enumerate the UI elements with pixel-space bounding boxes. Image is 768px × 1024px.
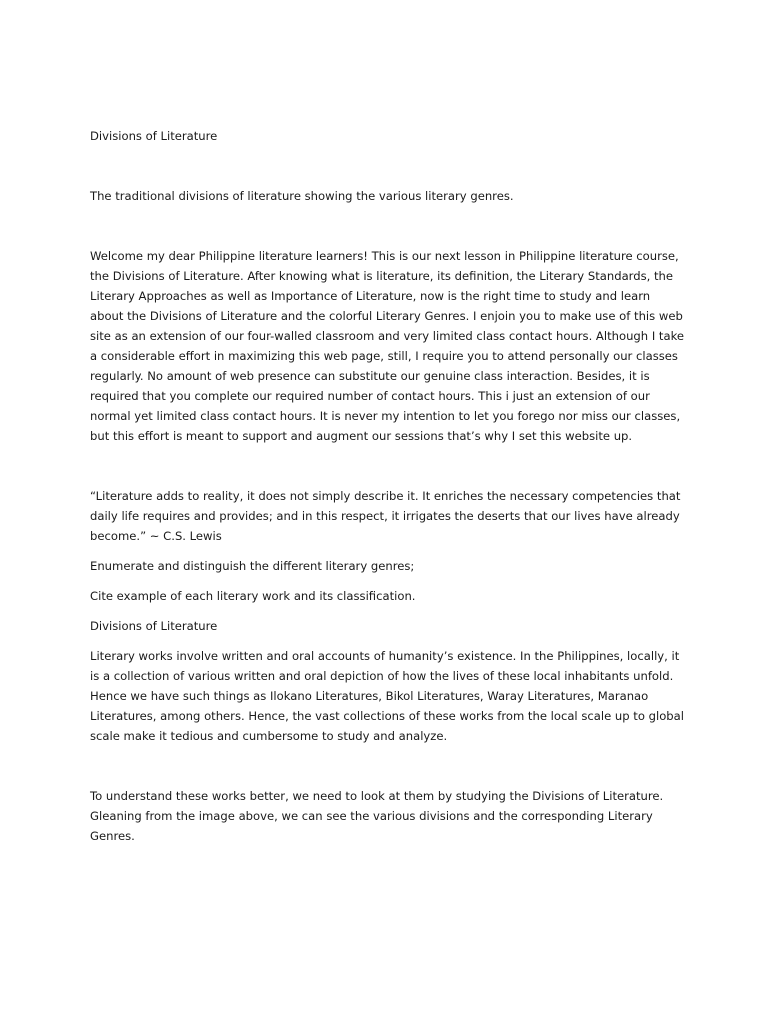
body-paragraph-2: To understand these works better, we need to look at them by studying the Divisions of Literature. Gleaning from the image above, we can see the various divisions and the corresponding Literary Genres. [90,789,664,843]
document-body [90,126,685,846]
body-paragraph-1: Literary works involve written and oral accounts of humanity’s existence. In the Philippines, locally, it is a collection of various written and oral depiction of how the lives of these local inhabitants unfold. Hence we have such things as Ilokano Literatures, Bikol Literatures, Waray Literatures, Maranao Literatures, among others. Hence, the vast collections of these works from the local scale up to global scale make it tedious and cumbersome to study and analyze. [90,649,684,743]
image-caption: The traditional divisions of literature showing the various literary genres. [90,189,514,203]
objective-item-2: Cite example of each literary work and its classification. [90,589,416,603]
quote-paragraph: “Literature adds to reality, it does not simply describe it. It enriches the necessary competencies that daily life requires and provides; and in this respect, it irrigates the deserts that our lives have already become.” ~ C.S. Lewis [90,489,681,543]
objective-item-1: Enumerate and distinguish the different literary genres; [90,559,415,573]
document-heading: Divisions of Literature [90,129,218,143]
section-subheading: Divisions of Literature [90,619,218,633]
intro-paragraph: Welcome my dear Philippine literature learners! This is our next lesson in Philippine literature course, the Divisions of Literature. After knowing what is literature, its definition, the Literary Standards, the Literary Approaches as well as Importance of Literature, now is the right time to study and learn about the Divisions of Literature and the colorful Literary Genres. I enjoin you to make use of this web site as an extension of our four-walled classroom and very limited class contact hours. Although I take a considerable effort in maximizing this web page, still, I require you to attend personally our classes regularly. No amount of web presence can substitute our genuine class interaction. Besides, it is required that you complete our required number of contact hours. This i just an extension of our normal yet limited class contact hours. It is never my intention to let you forego nor miss our classes, but this effort is meant to support and augment our sessions that’s why I set this website up. [90,249,685,443]
